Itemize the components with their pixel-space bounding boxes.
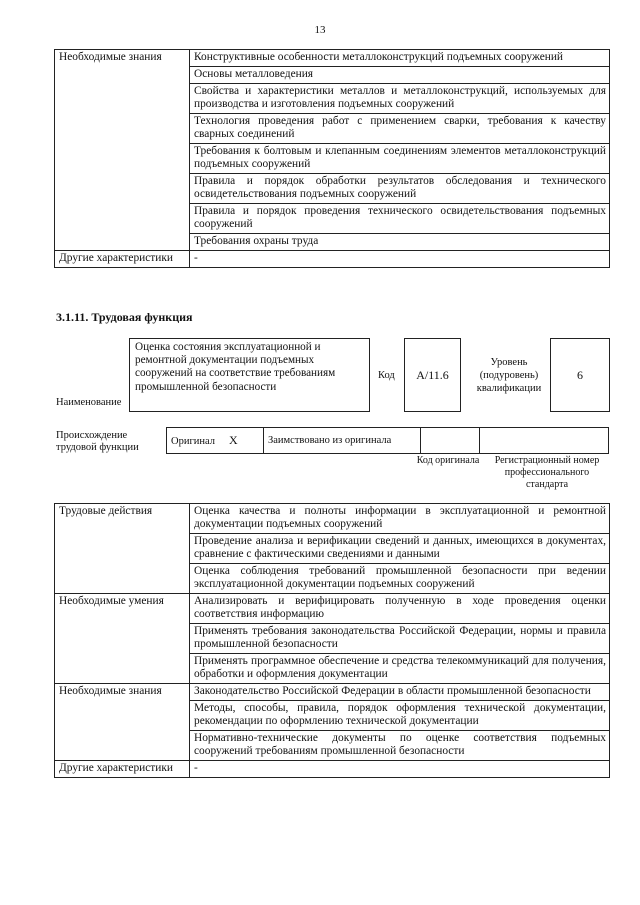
row-item: Проведение анализа и верификации сведений и данных, имеющихся в документах, сравнение с фактическими сведениями и данными xyxy=(190,534,610,564)
row-item: Применять требования законодательства Российской Федерации, нормы и правила промышленной безопасности xyxy=(190,624,610,654)
row-item: Оценка соблюдения требований промышленной безопасности при ведении эксплуатационной документации подъемных сооружений xyxy=(190,564,610,594)
function-name-value: Оценка состояния эксплуатационной и ремонтной документации подъемных сооружений на соответствие требованиям промышленной безопасности xyxy=(135,341,336,393)
code-value: A/11.6 xyxy=(416,367,449,382)
row-item: Требования охраны труда xyxy=(190,234,610,251)
row-item: Конструктивные особенности металлоконструкций подъемных сооружений xyxy=(190,50,610,67)
page-number: 13 xyxy=(314,24,326,36)
row-item: - xyxy=(190,761,610,778)
table-row xyxy=(55,761,610,778)
table-row xyxy=(55,50,610,67)
row-item: Правила и порядок обработки результатов обследования и технического освидетельствования подъемных сооружений xyxy=(190,174,610,204)
row-label: Необходимые знания xyxy=(55,684,190,761)
origin-label: Происхождение трудовой функции xyxy=(56,430,139,453)
row-label: Другие характеристики xyxy=(55,761,190,778)
row-item: Оценка качества и полноты информации в эксплуатационной и ремонтной документации подъемных сооружений xyxy=(190,504,610,534)
row-item: Технология проведения работ с применением сварки, требования к качеству сварных соединений xyxy=(190,114,610,144)
origin-code-caption: Код оригинала xyxy=(416,455,480,466)
level-label: Уровень (подуровень) квалификации xyxy=(476,357,542,394)
row-item: - xyxy=(190,251,610,268)
origin-borrowed-cell xyxy=(264,428,421,454)
knowledge-table-top xyxy=(54,49,610,268)
row-item: Законодательство Российской Федерации в области промышленной безопасности xyxy=(190,684,610,701)
table-row xyxy=(55,504,610,534)
origin-code-cell xyxy=(421,428,480,454)
row-item: Основы металловедения xyxy=(190,67,610,84)
origin-mark: X xyxy=(229,433,238,447)
level-box xyxy=(550,338,610,412)
origin-table xyxy=(166,427,609,454)
function-name-box xyxy=(129,338,370,412)
origin-original-cell xyxy=(167,428,264,454)
row-label: Трудовые действия xyxy=(55,504,190,594)
table-row xyxy=(55,684,610,701)
origin-borrowed-label: Заимствовано из оригинала xyxy=(268,435,392,446)
row-item: Нормативно-технические документы по оценке соответствия подъемных сооружений требованиям промышленной безопасности xyxy=(190,731,610,761)
table-row xyxy=(55,594,610,624)
origin-original-label: Оригинал xyxy=(171,436,215,447)
section-title: 3.1.11. Трудовая функция xyxy=(56,310,193,324)
level-value: 6 xyxy=(577,367,583,382)
row-item: Методы, способы, правила, порядок оформления технической документации, рекомендации по оформлению технической документации xyxy=(190,701,610,731)
row-item: Правила и порядок проведения технического освидетельствования подъемных сооружений xyxy=(190,204,610,234)
origin-reg-caption: Регистрационный номер профессионального стандарта xyxy=(494,455,600,490)
row-item: Применять программное обеспечение и средства телекоммуникаций для получения, обработки и оформления документации xyxy=(190,654,610,684)
code-box xyxy=(404,338,461,412)
function-table-bottom xyxy=(54,503,610,778)
origin-reg-cell xyxy=(480,428,609,454)
row-label: Необходимые знания xyxy=(55,50,190,251)
row-item: Анализировать и верифицировать полученную в ходе проведения оценки соответствия информацию xyxy=(190,594,610,624)
row-label: Необходимые умения xyxy=(55,594,190,684)
row-label: Другие характеристики xyxy=(55,251,190,268)
row-item: Требования к болтовым и клепанным соединениям элементов металлоконструкций подъемных сооружений xyxy=(190,144,610,174)
row-item: Свойства и характеристики металлов и металлоконструкций, используемых для производства и изготовления подъемных сооружений xyxy=(190,84,610,114)
table-row xyxy=(55,251,610,268)
name-label: Наименование xyxy=(56,397,122,408)
code-label: Код xyxy=(378,370,395,381)
